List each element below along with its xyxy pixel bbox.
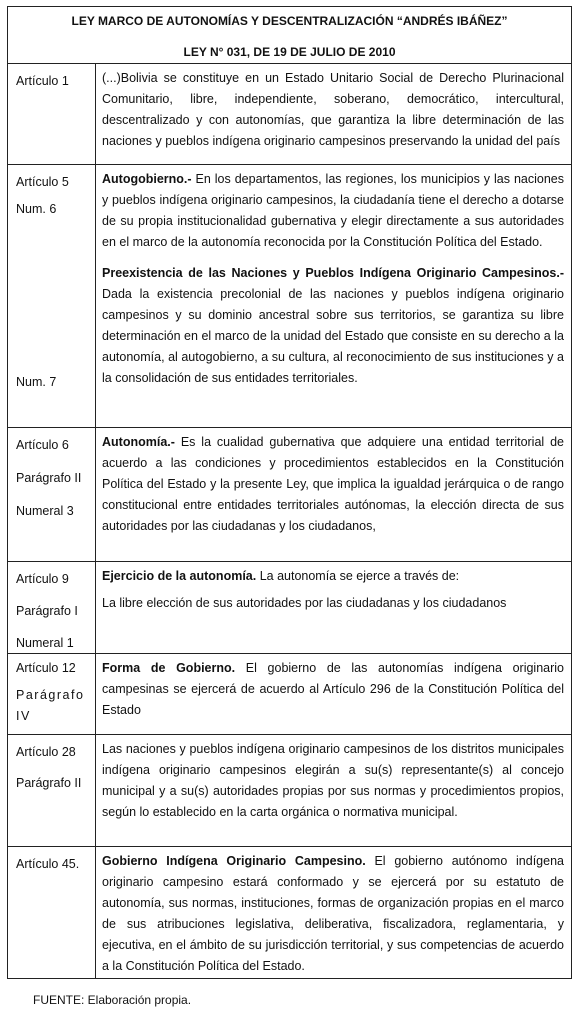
article-reference bbox=[8, 562, 96, 653]
paragraph-heading: Forma de Gobierno. bbox=[102, 661, 236, 675]
paragraph-text: La autonomía se ejerce a través de: bbox=[256, 569, 460, 583]
paragraph bbox=[102, 263, 564, 389]
table-row bbox=[8, 428, 571, 562]
article-label: Artículo 9 bbox=[16, 572, 69, 586]
paragraph bbox=[102, 593, 564, 614]
paragraph-label: Parágrafo II bbox=[16, 776, 82, 790]
article-text bbox=[96, 562, 571, 653]
article-reference bbox=[8, 847, 96, 978]
article-label: Artículo 1 bbox=[16, 74, 69, 88]
numeral-label: Numeral 1 bbox=[16, 636, 74, 650]
paragraph-text: La libre elección de sus autoridades por las ciudadanas y los ciudadanos bbox=[102, 596, 507, 610]
table-row bbox=[8, 562, 571, 654]
paragraph-label: Parágrafo IV bbox=[16, 688, 85, 723]
table-row bbox=[8, 654, 571, 735]
paragraph bbox=[102, 68, 564, 152]
article-reference bbox=[8, 64, 96, 164]
article-reference bbox=[8, 165, 96, 427]
law-number: LEY N° 031, DE 19 DE JULIO DE 2010 bbox=[183, 45, 396, 59]
article-reference bbox=[8, 735, 96, 846]
paragraph bbox=[102, 169, 564, 253]
table-row bbox=[8, 165, 571, 428]
paragraph-heading: Autonomía.- bbox=[102, 435, 175, 449]
paragraph-heading: Preexistencia de las Naciones y Pueblos Indígena Originario Campesinos.- bbox=[102, 266, 564, 280]
article-label: Artículo 5 bbox=[16, 175, 69, 189]
paragraph-text: Es la cualidad gubernativa que adquiere una entidad territorial de acuerdo a las condiciones y procedimientos establecidos en la Constitución Política del Estado y la presente Ley, que implica la igualdad jerárquica o de rango constitucional entre entidades territoriales autónomas, la elección directa de sus autoridades por las ciudadanas y los ciudadanos, bbox=[102, 435, 564, 533]
numeral-label: Num. 7 bbox=[16, 375, 57, 389]
paragraph-heading: Ejercicio de la autonomía. bbox=[102, 569, 257, 583]
article-label: Artículo 45. bbox=[16, 857, 80, 871]
article-text bbox=[96, 735, 571, 846]
law-title: LEY MARCO DE AUTONOMÍAS Y DESCENTRALIZACIÓN “ANDRÉS IBÁÑEZ” bbox=[71, 14, 508, 28]
paragraph bbox=[102, 432, 564, 537]
article-label: Artículo 28 bbox=[16, 745, 76, 759]
paragraph-text: El gobierno autónomo indígena originario campesino estará conformado y se ejercerá por su estatuto de autonomía, sus normas, instituciones, formas de organización propias en el marco de sus atribuciones legislativa, deliberativa, fiscalizadora, reglamentaria, y ejecutiva, en el ámbito de su jurisdicción territorial, y sus competencias de acuerdo a la Constitución Política del Estado. bbox=[102, 854, 564, 973]
article-reference bbox=[8, 654, 96, 734]
table-row bbox=[8, 847, 571, 978]
paragraph-heading: Autogobierno.- bbox=[102, 172, 192, 186]
paragraph bbox=[102, 658, 564, 721]
numeral-label: Numeral 3 bbox=[16, 504, 74, 518]
article-label: Artículo 6 bbox=[16, 438, 69, 452]
article-reference bbox=[8, 428, 96, 561]
paragraph-text: En los departamentos, las regiones, los municipios y las naciones y pueblos indígena originario campesinos, la ciudadanía tiene el derecho a dotarse de su propia institucionalidad gubernativa y elegir directamente a sus autoridades en el marco de la autonomía reconocida por la Constitución Política del Estado. bbox=[102, 172, 564, 249]
table-row bbox=[8, 64, 571, 165]
numeral-label: Num. 6 bbox=[16, 202, 57, 216]
table-row bbox=[8, 735, 571, 847]
article-text bbox=[96, 165, 571, 427]
article-text bbox=[96, 64, 571, 164]
paragraph-label: Parágrafo I bbox=[16, 604, 78, 618]
article-text bbox=[96, 847, 571, 978]
paragraph bbox=[102, 851, 564, 977]
paragraph bbox=[102, 739, 564, 823]
paragraph-label: Parágrafo II bbox=[16, 471, 82, 485]
paragraph-text: Dada la existencia precolonial de las naciones y pueblos indígena originario campesinos y su dominio ancestral sobre sus territorios, se garantiza su libre determinación en el marco de la unidad del Estado que consiste en su derecho a la autonomía, al autogobierno, a su cultura, al reconocimiento de sus instituciones y a la consolidación de sus entidades territoriales. bbox=[102, 287, 564, 385]
table-header bbox=[8, 7, 571, 64]
paragraph-text: El gobierno de las autonomías indígena originario campesinas se ejercerá de acuerdo al Artículo 296 de la Constitución Política del Estado bbox=[102, 661, 565, 717]
article-label: Artículo 12 bbox=[16, 661, 76, 675]
paragraph-text: (...)Bolivia se constituye en un Estado Unitario Social de Derecho Plurinacional Comunitario, libre, independiente, soberano, democrático, intercultural, descentralizado y con autonomías, que garantiza la libre determinación de las naciones y pueblos indígena originario campesinos preservando la unidad del país bbox=[102, 71, 564, 148]
law-table bbox=[7, 6, 572, 979]
source-note: FUENTE: Elaboración propia. bbox=[33, 993, 192, 1007]
article-text bbox=[96, 428, 571, 561]
paragraph-text: Las naciones y pueblos indígena originario campesinos de los distritos municipales indígena originario campesinos elegirán a su(s) representante(s) al concejo municipal y a su(s) autoridades propias por sus normas y procedimientos propios, según lo establecido en la carta orgánica o normativa municipal. bbox=[102, 742, 564, 819]
paragraph bbox=[102, 566, 564, 587]
article-text bbox=[96, 654, 571, 734]
paragraph-heading: Gobierno Indígena Originario Campesino. bbox=[102, 854, 366, 868]
